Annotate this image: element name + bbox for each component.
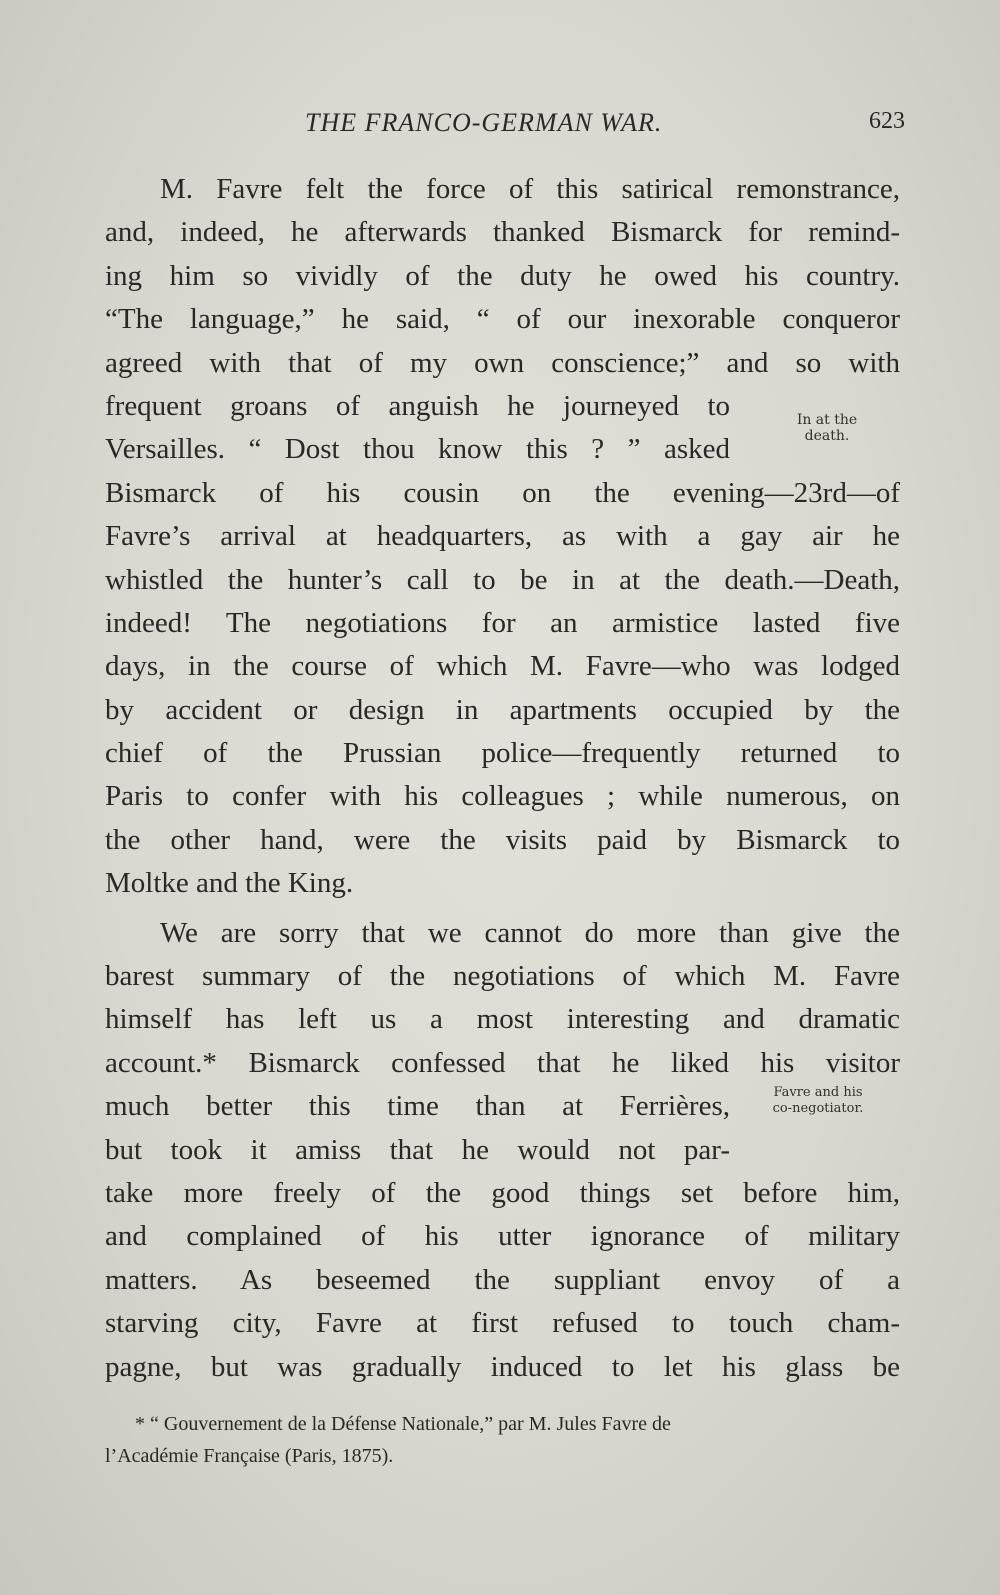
text-line: Bismarck of his cousin on the evening—23rd—of [105,476,900,509]
text-line: Paris to confer with his colleagues ; while numerous, on [105,780,900,813]
sidenote-line: co-negotiator. [772,1101,864,1116]
text-line: chief of the Prussian police—frequently returned to [105,737,900,770]
text-line: take more freely of the good things set before him, [105,1176,900,1209]
text-line: indeed! The negotiations for an armistice lasted five [105,606,900,639]
sidenote-line: Favre and his [773,1085,863,1100]
text-line: frequent groans of anguish he journeyed to [105,389,730,422]
footnote-line: * “ Gouvernement de la Défense Nationale,” par M. Jules Favre de [135,1413,671,1435]
text-line: and complained of his utter ignorance of military [105,1220,900,1253]
text-line: whistled the hunter’s call to be in at the death.—Death, [105,563,900,596]
page-header [105,108,905,144]
text-line: matters. As beseemed the suppliant envoy of a [105,1263,900,1296]
text-line: Versailles. “ Dost thou know this ? ” asked [105,433,730,466]
running-title: THE FRANCO-GERMAN WAR. [305,108,663,137]
footnote [105,1408,885,1472]
text-line: pagne, but was gradually induced to let his glass be [105,1350,900,1383]
text-line: Moltke and the King. [105,867,354,900]
text-line: ing him so vividly of the duty he owed his country. [105,259,900,292]
sidenote-favre-co-negotiator [748,1085,888,1117]
text-line: We are sorry that we cannot do more than give the [160,916,900,949]
footnote-line: l’Académie Française (Paris, 1875). [105,1445,394,1467]
body-text [105,168,900,1389]
text-line: M. Favre felt the force of this satirical remonstrance, [160,173,900,205]
text-line: “The language,” he said, “ of our inexorable conqueror [105,303,900,336]
text-line: days, in the course of which M. Favre—who was lodged [105,650,900,683]
text-line: and, indeed, he afterwards thanked Bismarck for remind- [105,216,900,249]
text-line: by accident or design in apartments occupied by the [105,693,900,726]
text-line: barest summary of the negotiations of which M. Favre [105,960,900,993]
text-line: account.* Bismarck confessed that he liked his visitor [105,1046,900,1079]
sidenote-line: In at the [796,412,858,428]
text-line: but took it amiss that he would not par- [105,1133,730,1166]
text-line: himself has left us a most interesting and dramatic [105,1003,900,1036]
text-line: Favre’s arrival at headquarters, as with a gay air he [105,520,900,553]
text-line: much better this time than at Ferrières, [105,1090,730,1123]
text-line: starving city, Favre at first refused to touch cham- [105,1307,900,1340]
text-line: the other hand, were the visits paid by Bismarck to [105,823,900,856]
text-line: agreed with that of my own conscience;” and so with [105,346,900,379]
sidenote-in-at-the-death [772,412,882,444]
page-number: 623 [869,108,905,134]
sidenote-line: death. [804,428,850,444]
